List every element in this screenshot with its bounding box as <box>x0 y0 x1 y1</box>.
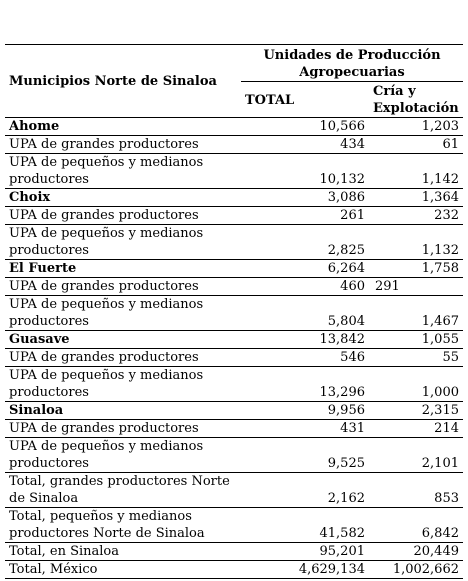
total-row <box>5 508 463 543</box>
row-label: Total, en Sinaloa <box>5 543 241 561</box>
row-label: UPA de pequeños y medianos productores <box>5 438 241 473</box>
cria-value: 1,142 <box>369 154 463 189</box>
total-value: 13,842 <box>241 331 369 349</box>
total-value: 4,629,134 <box>241 561 369 579</box>
row-label: El Fuerte <box>5 260 241 278</box>
cria-value: 1,002,662 <box>369 561 463 579</box>
cria-value: 2,101 <box>369 438 463 473</box>
cria-value: 2,315 <box>369 402 463 420</box>
row-label: UPA de grandes productores <box>5 420 241 438</box>
cria-value: 61 <box>369 136 463 154</box>
table-row <box>5 225 463 260</box>
row-label: Total, pequeños y medianos productores Norte de Sinaloa <box>5 508 241 543</box>
cria-value: 214 <box>369 420 463 438</box>
header-row-1 <box>5 45 463 82</box>
table-row <box>5 207 463 225</box>
total-value: 9,956 <box>241 402 369 420</box>
total-value: 3,086 <box>241 189 369 207</box>
table-row <box>5 278 463 296</box>
total-value: 9,525 <box>241 438 369 473</box>
total-value: 13,296 <box>241 367 369 402</box>
total-value: 460 <box>340 279 365 294</box>
municipio-row <box>5 260 463 278</box>
municipio-row <box>5 331 463 349</box>
table-row <box>5 136 463 154</box>
cria-value: 1,758 <box>369 260 463 278</box>
cria-value: 20,449 <box>369 543 463 561</box>
cria-value: 55 <box>369 349 463 367</box>
row-label: UPA de pequeños y medianos productores <box>5 296 241 331</box>
total-value: 6,264 <box>241 260 369 278</box>
cria-value: 1,132 <box>369 225 463 260</box>
table-row <box>5 367 463 402</box>
row-label: Sinaloa <box>5 402 241 420</box>
total-value: 41,582 <box>241 508 369 543</box>
total-value: 434 <box>241 136 369 154</box>
header-unidades: Unidades de Producción Agropecuarias <box>241 45 463 82</box>
cria-value: 232 <box>369 207 463 225</box>
row-label: UPA de pequeños y medianos productores <box>5 225 241 260</box>
row-label: UPA de pequeños y medianos productores <box>5 154 241 189</box>
table-body <box>5 118 463 579</box>
total-value: 261 <box>241 207 369 225</box>
total-row <box>5 561 463 579</box>
header-total: TOTAL <box>241 82 369 118</box>
total-value: 95,201 <box>241 543 369 561</box>
row-label: UPA de grandes productores <box>5 136 241 154</box>
row-label: Ahome <box>5 118 241 136</box>
total-value: 2,162 <box>241 473 369 508</box>
cria-value: 1,364 <box>369 189 463 207</box>
cria-value: 1,055 <box>369 331 463 349</box>
row-label: UPA de grandes productores <box>5 207 241 225</box>
table-row <box>5 420 463 438</box>
municipio-row <box>5 118 463 136</box>
total-row <box>5 473 463 508</box>
table-row <box>5 349 463 367</box>
cria-value: 853 <box>369 473 463 508</box>
municipio-row <box>5 402 463 420</box>
header-cria: Cría y Explotación <box>369 82 463 118</box>
municipio-row <box>5 189 463 207</box>
merged-values-cell <box>241 278 463 296</box>
total-value: 10,566 <box>241 118 369 136</box>
row-label: UPA de pequeños y medianos productores <box>5 367 241 402</box>
row-label: UPA de grandes productores <box>5 278 241 296</box>
cria-value: 1,000 <box>369 367 463 402</box>
cria-value: 1,203 <box>369 118 463 136</box>
cria-value: 291 <box>375 279 400 294</box>
row-label: Guasave <box>5 331 241 349</box>
row-label: Total, grandes productores Norte de Sinaloa <box>5 473 241 508</box>
header-municipios: Municipios Norte de Sinaloa <box>5 45 241 118</box>
total-value: 10,132 <box>241 154 369 189</box>
table-row <box>5 154 463 189</box>
total-row <box>5 543 463 561</box>
cria-value: 1,467 <box>369 296 463 331</box>
total-value: 5,804 <box>241 296 369 331</box>
row-label: Total, México <box>5 561 241 579</box>
cria-value: 6,842 <box>369 508 463 543</box>
total-value: 2,825 <box>241 225 369 260</box>
upa-table <box>5 44 463 579</box>
table-row <box>5 438 463 473</box>
total-value: 546 <box>241 349 369 367</box>
row-label: UPA de grandes productores <box>5 349 241 367</box>
total-value: 431 <box>241 420 369 438</box>
table-row <box>5 296 463 331</box>
row-label: Choix <box>5 189 241 207</box>
